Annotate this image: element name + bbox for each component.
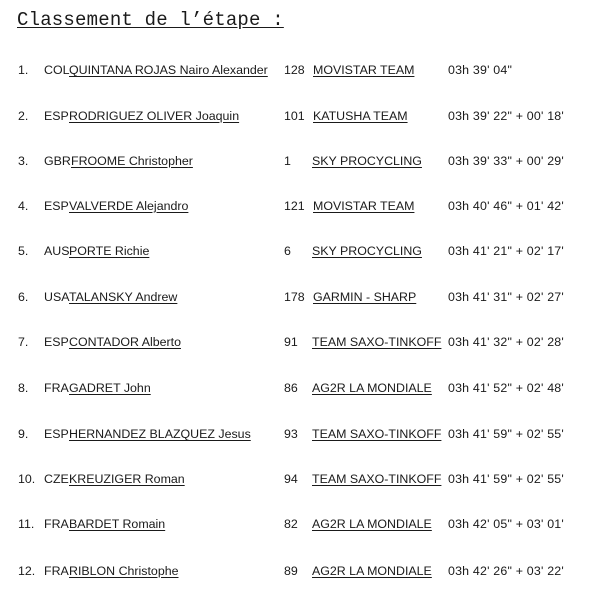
rider-nationality: ESP — [44, 335, 69, 349]
team-name-link[interactable]: MOVISTAR TEAM — [313, 199, 415, 213]
rider-name-link[interactable]: CONTADOR Alberto — [69, 335, 181, 349]
bib-number: 82 — [284, 517, 298, 531]
bib-number: 91 — [284, 335, 298, 349]
stage-time: 03h 41' 32" + 02' 28' — [448, 335, 564, 349]
stage-time: 03h 41' 59" + 02' 55' — [448, 472, 564, 486]
rank-number: 12. — [18, 564, 36, 578]
ranking-row — [0, 332, 600, 352]
team-name-link[interactable]: TEAM SAXO-TINKOFF — [312, 472, 442, 486]
stage-time: 03h 40' 46" + 01' 42' — [448, 199, 564, 213]
team-name-link[interactable]: SKY PROCYCLING — [312, 244, 422, 258]
rank-number: 6. — [18, 290, 29, 304]
rider-name-link[interactable]: RODRIGUEZ OLIVER Joaquin — [69, 109, 240, 123]
rank-number: 9. — [18, 427, 29, 441]
rider-name-link[interactable]: BARDET Romain — [69, 517, 166, 531]
rank-number: 11. — [18, 517, 35, 531]
rider-name-link[interactable]: HERNANDEZ BLAZQUEZ Jesus — [69, 427, 251, 441]
rider-name-link[interactable]: RIBLON Christophe — [69, 564, 179, 578]
stage-time: 03h 41' 21" + 02' 17' — [448, 244, 564, 258]
rider-name-link[interactable]: PORTE Richie — [69, 244, 150, 258]
stage-time: 03h 39' 04" — [448, 63, 513, 77]
team-name-link[interactable]: GARMIN - SHARP — [313, 290, 417, 304]
stage-time: 03h 41' 59" + 02' 55' — [448, 427, 564, 441]
rider-name-link[interactable]: KREUZIGER Roman — [69, 472, 185, 486]
bib-number: 6 — [284, 244, 291, 258]
stage-time: 03h 39' 22" + 00' 18' — [448, 109, 564, 123]
rank-number: 2. — [18, 109, 29, 123]
rider-name-link[interactable]: TALANSKY Andrew — [69, 290, 178, 304]
team-name-link[interactable]: TEAM SAXO-TINKOFF — [312, 335, 442, 349]
bib-number: 89 — [284, 564, 298, 578]
ranking-row — [0, 241, 600, 261]
stage-time: 03h 41' 52" + 02' 48' — [448, 381, 564, 395]
ranking-row — [0, 196, 600, 216]
rider-nationality: USA — [44, 290, 70, 304]
rank-number: 10. — [18, 472, 36, 486]
bib-number: 1 — [284, 154, 291, 168]
stage-time: 03h 39' 33" + 00' 29' — [448, 154, 564, 168]
team-name-link[interactable]: SKY PROCYCLING — [312, 154, 422, 168]
bib-number: 86 — [284, 381, 298, 395]
rank-number: 5. — [18, 244, 29, 258]
rider-name-link[interactable]: QUINTANA ROJAS Nairo Alexander — [69, 63, 268, 77]
ranking-row — [0, 106, 600, 126]
rider-nationality: FRA — [44, 564, 69, 578]
ranking-row — [0, 469, 600, 489]
bib-number: 121 — [284, 199, 305, 213]
bib-number: 101 — [284, 109, 305, 123]
ranking-row — [0, 424, 600, 444]
rider-name-link[interactable]: VALVERDE Alejandro — [69, 199, 189, 213]
ranking-row — [0, 378, 600, 398]
team-name-link[interactable]: AG2R LA MONDIALE — [312, 517, 432, 531]
rider-nationality: ESP — [44, 109, 69, 123]
ranking-row — [0, 60, 600, 80]
bib-number: 178 — [284, 290, 305, 304]
rank-number: 8. — [18, 381, 29, 395]
rider-name-link[interactable]: GADRET John — [69, 381, 151, 395]
team-name-link[interactable]: AG2R LA MONDIALE — [312, 381, 432, 395]
rider-nationality: FRA — [44, 517, 69, 531]
team-name-link[interactable]: KATUSHA TEAM — [313, 109, 408, 123]
rider-nationality: FRA — [44, 381, 69, 395]
rider-name-link[interactable]: FROOME Christopher — [71, 154, 193, 168]
bib-number: 93 — [284, 427, 298, 441]
ranking-row — [0, 287, 600, 307]
rider-nationality: ESP — [44, 427, 69, 441]
bib-number: 94 — [284, 472, 298, 486]
rider-nationality: GBR — [44, 154, 71, 168]
stage-time: 03h 42' 05" + 03' 01' — [448, 517, 564, 531]
team-name-link[interactable]: TEAM SAXO-TINKOFF — [312, 427, 442, 441]
team-name-link[interactable]: MOVISTAR TEAM — [313, 63, 415, 77]
rank-number: 3. — [18, 154, 29, 168]
ranking-row — [0, 561, 600, 581]
rank-number: 1. — [18, 63, 29, 77]
rider-nationality: ESP — [44, 199, 69, 213]
rank-number: 7. — [18, 335, 29, 349]
rank-number: 4. — [18, 199, 29, 213]
ranking-row — [0, 514, 600, 534]
ranking-row — [0, 151, 600, 171]
page-title-text: Classement de l’étape : — [17, 9, 284, 31]
stage-time: 03h 41' 31" + 02' 27' — [448, 290, 564, 304]
rider-nationality: AUS — [44, 244, 70, 258]
stage-time: 03h 42' 26" + 03' 22' — [448, 564, 564, 578]
team-name-link[interactable]: AG2R LA MONDIALE — [312, 564, 432, 578]
rider-nationality: COL — [44, 63, 70, 77]
rider-nationality: CZE — [44, 472, 69, 486]
bib-number: 128 — [284, 63, 305, 77]
